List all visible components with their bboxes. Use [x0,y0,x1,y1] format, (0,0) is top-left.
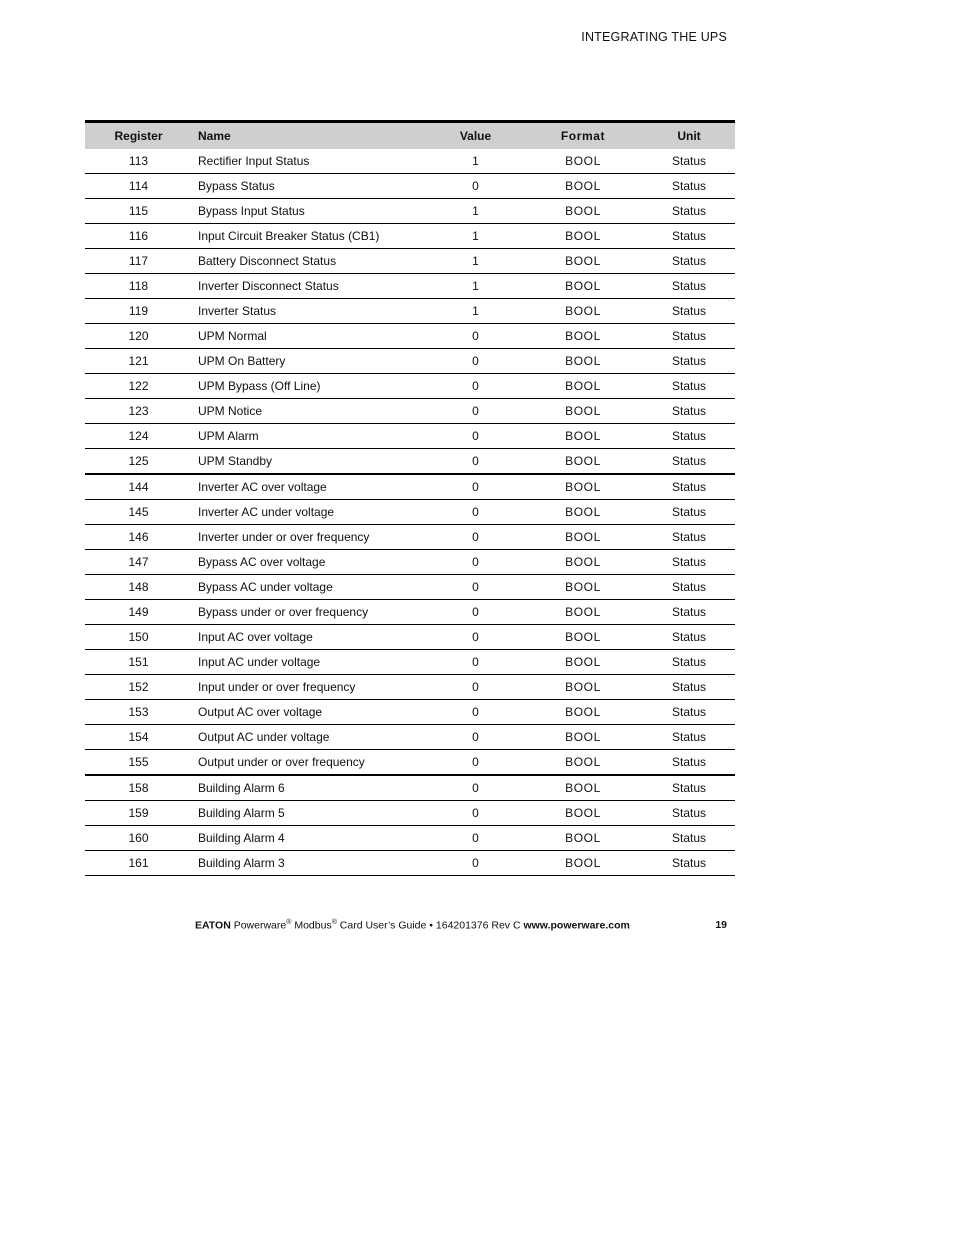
table-row [85,600,735,625]
cell-register: 121 [85,349,192,374]
cell-value: 0 [428,449,523,475]
cell-value: 0 [428,349,523,374]
cell-name: UPM Notice [192,399,428,424]
cell-unit: Status [643,575,735,600]
cell-value: 1 [428,274,523,299]
table-row [85,550,735,575]
footer-doc-number: 164201376 Rev C [435,919,521,932]
cell-register: 146 [85,525,192,550]
cell-unit: Status [643,801,735,826]
cell-name: Building Alarm 3 [192,851,428,876]
cell-name: Bypass AC over voltage [192,550,428,575]
footer-website: www.powerware.com [523,919,630,932]
cell-value: 0 [428,600,523,625]
footer-guide-title: Card User’s Guide [339,919,427,932]
registered-mark: ® [331,919,337,926]
cell-value: 0 [428,801,523,826]
cell-unit: Status [643,349,735,374]
cell-name: Rectifier Input Status [192,149,428,174]
table-row [85,625,735,650]
table-row [85,224,735,249]
cell-format: BOOL [523,149,643,174]
cell-unit: Status [643,249,735,274]
footer-bullet: • [429,919,433,932]
cell-value: 0 [428,575,523,600]
cell-unit: Status [643,299,735,324]
registered-mark: ® [286,919,292,926]
table-row [85,274,735,299]
cell-name: Bypass Input Status [192,199,428,224]
cell-value: 0 [428,625,523,650]
table-row [85,399,735,424]
cell-name: Building Alarm 6 [192,775,428,801]
cell-unit: Status [643,700,735,725]
cell-register: 159 [85,801,192,826]
cell-value: 1 [428,224,523,249]
column-header-name: Name [198,129,231,143]
cell-register: 153 [85,700,192,725]
table-row [85,826,735,851]
cell-name: Input AC under voltage [192,650,428,675]
cell-register: 115 [85,199,192,224]
cell-name: Input under or over frequency [192,675,428,700]
cell-value: 1 [428,249,523,274]
cell-register: 120 [85,324,192,349]
cell-unit: Status [643,550,735,575]
cell-format: BOOL [523,575,643,600]
cell-unit: Status [643,399,735,424]
table-row [85,249,735,274]
cell-name: Inverter Disconnect Status [192,274,428,299]
cell-register: 149 [85,600,192,625]
cell-name: UPM Alarm [192,424,428,449]
cell-format: BOOL [523,650,643,675]
table-row [85,474,735,500]
footer-product: Powerware [233,919,287,932]
cell-name: Output AC over voltage [192,700,428,725]
cell-unit: Status [643,474,735,500]
cell-unit: Status [643,324,735,349]
cell-name: Inverter AC under voltage [192,500,428,525]
cell-format: BOOL [523,424,643,449]
cell-format: BOOL [523,851,643,876]
cell-format: BOOL [523,349,643,374]
cell-format: BOOL [523,199,643,224]
table-row [85,801,735,826]
cell-name: Building Alarm 5 [192,801,428,826]
cell-unit: Status [643,725,735,750]
table-row [85,851,735,876]
footer-brand: EATON [195,919,231,932]
cell-format: BOOL [523,725,643,750]
column-header-register: Register [114,129,163,143]
cell-format: BOOL [523,324,643,349]
cell-register: 144 [85,474,192,500]
cell-format: BOOL [523,399,643,424]
table-row [85,650,735,675]
cell-format: BOOL [523,801,643,826]
cell-register: 151 [85,650,192,675]
cell-value: 0 [428,826,523,851]
cell-unit: Status [643,525,735,550]
table-row [85,349,735,374]
cell-format: BOOL [523,274,643,299]
table-row [85,775,735,801]
cell-register: 152 [85,675,192,700]
cell-format: BOOL [523,249,643,274]
cell-name: Bypass Status [192,174,428,199]
cell-unit: Status [643,374,735,399]
table-body [85,149,735,876]
table-row [85,500,735,525]
table-row [85,424,735,449]
cell-value: 1 [428,299,523,324]
cell-register: 119 [85,299,192,324]
cell-format: BOOL [523,600,643,625]
cell-format: BOOL [523,750,643,776]
column-header-format: Format [560,129,606,143]
cell-format: BOOL [523,374,643,399]
cell-value: 0 [428,374,523,399]
cell-unit: Status [643,199,735,224]
cell-unit: Status [643,449,735,475]
cell-unit: Status [643,675,735,700]
running-head: INTEGRATING THE UPS [581,30,727,44]
cell-name: UPM On Battery [192,349,428,374]
cell-unit: Status [643,775,735,801]
cell-format: BOOL [523,775,643,801]
table-header [85,122,735,150]
cell-format: BOOL [523,174,643,199]
cell-format: BOOL [523,224,643,249]
cell-format: BOOL [523,449,643,475]
cell-value: 0 [428,525,523,550]
cell-register: 122 [85,374,192,399]
cell-value: 0 [428,750,523,776]
column-header-value: Value [459,129,492,143]
register-table [85,120,735,876]
cell-value: 0 [428,700,523,725]
table-row [85,199,735,224]
cell-name: Inverter under or over frequency [192,525,428,550]
cell-register: 125 [85,449,192,475]
cell-unit: Status [643,149,735,174]
cell-register: 154 [85,725,192,750]
cell-unit: Status [643,224,735,249]
cell-name: Building Alarm 4 [192,826,428,851]
cell-register: 145 [85,500,192,525]
cell-unit: Status [643,274,735,299]
cell-name: Inverter Status [192,299,428,324]
cell-register: 124 [85,424,192,449]
cell-name: Output under or over frequency [192,750,428,776]
cell-register: 117 [85,249,192,274]
cell-register: 113 [85,149,192,174]
cell-value: 0 [428,775,523,801]
cell-name: Bypass AC under voltage [192,575,428,600]
cell-register: 155 [85,750,192,776]
table-row [85,575,735,600]
table-row [85,725,735,750]
cell-register: 148 [85,575,192,600]
cell-register: 116 [85,224,192,249]
cell-format: BOOL [523,525,643,550]
cell-unit: Status [643,424,735,449]
cell-value: 0 [428,424,523,449]
cell-name: Output AC under voltage [192,725,428,750]
cell-value: 0 [428,550,523,575]
table-row [85,324,735,349]
cell-name: Input AC over voltage [192,625,428,650]
cell-format: BOOL [523,625,643,650]
cell-name: Input Circuit Breaker Status (CB1) [192,224,428,249]
cell-value: 0 [428,851,523,876]
cell-unit: Status [643,600,735,625]
cell-format: BOOL [523,299,643,324]
cell-unit: Status [643,625,735,650]
cell-value: 1 [428,199,523,224]
cell-register: 150 [85,625,192,650]
cell-register: 118 [85,274,192,299]
cell-register: 161 [85,851,192,876]
footer-modbus: Modbus [294,919,332,932]
table-row [85,525,735,550]
cell-register: 114 [85,174,192,199]
table-row [85,174,735,199]
cell-value: 0 [428,500,523,525]
table-row [85,700,735,725]
table-row [85,149,735,174]
cell-format: BOOL [523,675,643,700]
cell-unit: Status [643,500,735,525]
table-row [85,374,735,399]
cell-name: Inverter AC over voltage [192,474,428,500]
cell-format: BOOL [523,500,643,525]
cell-unit: Status [643,826,735,851]
table-row [85,299,735,324]
cell-value: 0 [428,725,523,750]
cell-value: 0 [428,650,523,675]
page-footer [195,919,630,932]
cell-unit: Status [643,750,735,776]
cell-unit: Status [643,650,735,675]
cell-value: 0 [428,324,523,349]
cell-unit: Status [643,851,735,876]
cell-value: 0 [428,174,523,199]
table-header-row [85,122,735,150]
cell-format: BOOL [523,700,643,725]
cell-value: 0 [428,399,523,424]
cell-name: UPM Bypass (Off Line) [192,374,428,399]
cell-value: 0 [428,474,523,500]
cell-register: 147 [85,550,192,575]
cell-name: UPM Normal [192,324,428,349]
cell-format: BOOL [523,826,643,851]
page-number: 19 [715,919,727,931]
cell-format: BOOL [523,550,643,575]
table-row [85,449,735,475]
cell-register: 123 [85,399,192,424]
column-header-unit: Unit [677,129,701,143]
cell-value: 0 [428,675,523,700]
cell-name: Battery Disconnect Status [192,249,428,274]
cell-register: 160 [85,826,192,851]
table-row [85,675,735,700]
cell-name: UPM Standby [192,449,428,475]
cell-value: 1 [428,149,523,174]
table-row [85,750,735,776]
cell-register: 158 [85,775,192,801]
cell-unit: Status [643,174,735,199]
cell-name: Bypass under or over frequency [192,600,428,625]
cell-format: BOOL [523,474,643,500]
